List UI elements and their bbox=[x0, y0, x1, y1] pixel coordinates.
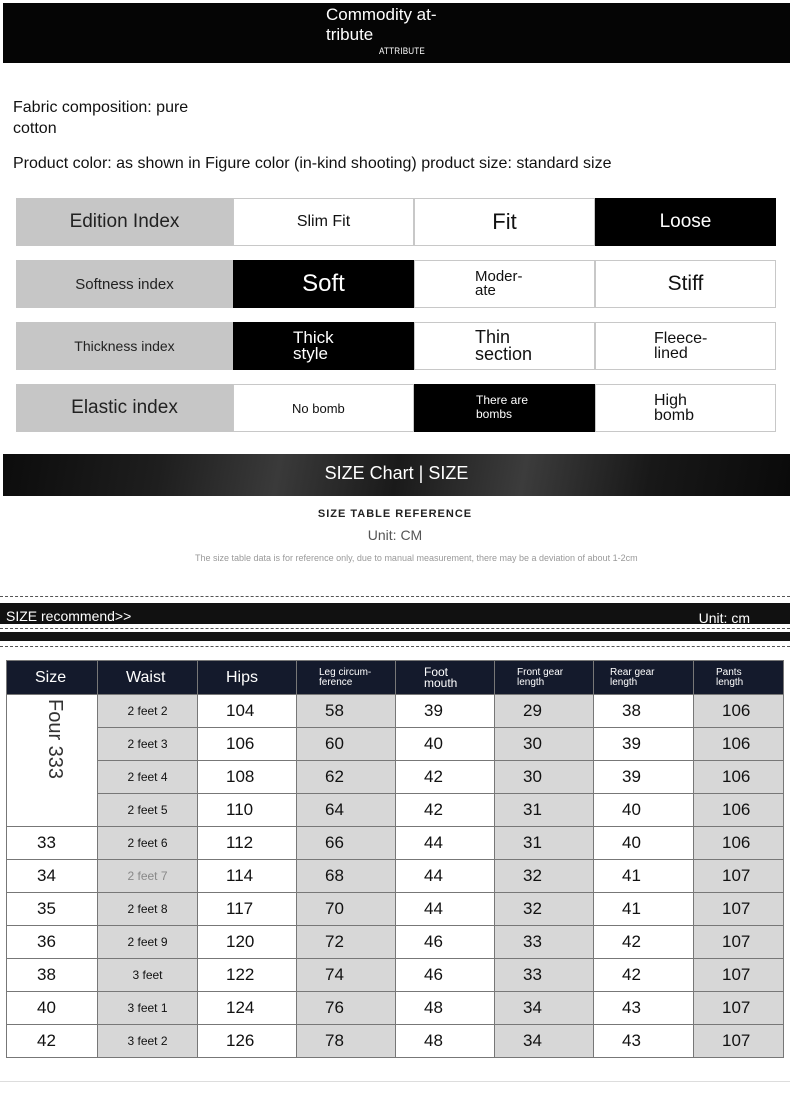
front-cell: 32 bbox=[495, 893, 594, 926]
hips-cell: 124 bbox=[198, 992, 297, 1025]
length-cell: 106 bbox=[694, 728, 784, 761]
table-row bbox=[7, 794, 784, 827]
column-header-size: Size bbox=[7, 661, 98, 695]
waist-cell: 2 feet 7 bbox=[98, 860, 198, 893]
attribute-option: Fleece- lined bbox=[595, 322, 776, 370]
column-header-rear: Rear gear length bbox=[594, 661, 694, 695]
foot-cell: 44 bbox=[396, 893, 495, 926]
foot-cell: 48 bbox=[396, 992, 495, 1025]
front-cell: 30 bbox=[495, 761, 594, 794]
rear-cell: 40 bbox=[594, 827, 694, 860]
divider bbox=[0, 646, 790, 647]
table-row bbox=[7, 695, 784, 728]
attribute-header-subtitle: ATTRIBUTE bbox=[379, 46, 426, 56]
foot-cell: 40 bbox=[396, 728, 495, 761]
unit-label: Unit: CM bbox=[367, 527, 423, 543]
rear-cell: 39 bbox=[594, 761, 694, 794]
attribute-option: Slim Fit bbox=[233, 198, 414, 246]
hips-cell: 126 bbox=[198, 1025, 297, 1058]
attribute-label: Edition Index bbox=[16, 198, 233, 246]
length-cell: 107 bbox=[694, 959, 784, 992]
size-table-reference-title: SIZE TABLE REFERENCE bbox=[317, 508, 473, 520]
attribute-option: Thin section bbox=[414, 322, 595, 370]
attribute-header-bar bbox=[3, 3, 790, 63]
fabric-composition: Fabric composition: pure cotton bbox=[13, 99, 189, 137]
front-cell: 33 bbox=[495, 926, 594, 959]
waist-cell: 2 feet 2 bbox=[98, 695, 198, 728]
rear-cell: 40 bbox=[594, 794, 694, 827]
foot-cell: 39 bbox=[396, 695, 495, 728]
leg-cell: 58 bbox=[297, 695, 396, 728]
hips-cell: 112 bbox=[198, 827, 297, 860]
attribute-label: Softness index bbox=[16, 260, 233, 308]
disclaimer-note: The size table data is for reference only, due to manual measurement, there may be a deviation of about 1-2cm bbox=[195, 553, 638, 563]
divider bbox=[0, 1081, 790, 1082]
hips-cell: 122 bbox=[198, 959, 297, 992]
leg-cell: 66 bbox=[297, 827, 396, 860]
column-header-waist: Waist bbox=[98, 661, 198, 695]
length-cell: 106 bbox=[694, 827, 784, 860]
leg-cell: 76 bbox=[297, 992, 396, 1025]
size-chart-title: SIZE Chart | SIZE bbox=[324, 463, 469, 483]
leg-cell: 72 bbox=[297, 926, 396, 959]
waist-cell: 2 feet 6 bbox=[98, 827, 198, 860]
foot-cell: 44 bbox=[396, 827, 495, 860]
length-cell: 106 bbox=[694, 695, 784, 728]
size-cell: 34 bbox=[7, 860, 98, 893]
table-row bbox=[7, 728, 784, 761]
recommend-band-lower bbox=[0, 632, 790, 641]
table-row bbox=[7, 827, 784, 860]
waist-cell: 3 feet 1 bbox=[98, 992, 198, 1025]
leg-cell: 68 bbox=[297, 860, 396, 893]
divider bbox=[0, 628, 790, 629]
column-header-foot: Foot mouth bbox=[396, 661, 495, 695]
table-header-row bbox=[7, 661, 784, 695]
leg-cell: 64 bbox=[297, 794, 396, 827]
rear-cell: 41 bbox=[594, 893, 694, 926]
foot-cell: 46 bbox=[396, 959, 495, 992]
attribute-row-softness bbox=[16, 260, 776, 308]
length-cell: 106 bbox=[694, 761, 784, 794]
leg-cell: 74 bbox=[297, 959, 396, 992]
hips-cell: 106 bbox=[198, 728, 297, 761]
waist-cell: 2 feet 4 bbox=[98, 761, 198, 794]
hips-cell: 120 bbox=[198, 926, 297, 959]
attribute-option: Stiff bbox=[595, 260, 776, 308]
front-cell: 34 bbox=[495, 1025, 594, 1058]
table-row bbox=[7, 761, 784, 794]
size-recommend-label: SIZE recommend>> bbox=[6, 608, 132, 624]
front-cell: 31 bbox=[495, 794, 594, 827]
size-cell: 38 bbox=[7, 959, 98, 992]
leg-cell: 70 bbox=[297, 893, 396, 926]
product-color-line: Product color: as shown in Figure color (in-kind shooting) product size: standard size bbox=[13, 155, 612, 172]
attribute-label: Elastic index bbox=[16, 384, 233, 432]
foot-cell: 44 bbox=[396, 860, 495, 893]
waist-cell: 2 feet 8 bbox=[98, 893, 198, 926]
rear-cell: 42 bbox=[594, 959, 694, 992]
length-cell: 107 bbox=[694, 1025, 784, 1058]
rear-cell: 42 bbox=[594, 926, 694, 959]
size-cell-merged bbox=[7, 695, 98, 827]
leg-cell: 60 bbox=[297, 728, 396, 761]
divider bbox=[0, 596, 790, 597]
table-row bbox=[7, 860, 784, 893]
rear-cell: 39 bbox=[594, 728, 694, 761]
size-cell: 42 bbox=[7, 1025, 98, 1058]
hips-cell: 117 bbox=[198, 893, 297, 926]
length-cell: 107 bbox=[694, 860, 784, 893]
table-row bbox=[7, 959, 784, 992]
front-cell: 30 bbox=[495, 728, 594, 761]
table-row bbox=[7, 992, 784, 1025]
size-recommend-bar bbox=[0, 592, 790, 650]
hips-cell: 114 bbox=[198, 860, 297, 893]
attribute-option-active: There are bombs bbox=[414, 384, 595, 432]
size-cell: 36 bbox=[7, 926, 98, 959]
size-cell: 40 bbox=[7, 992, 98, 1025]
waist-cell: 2 feet 9 bbox=[98, 926, 198, 959]
foot-cell: 42 bbox=[396, 794, 495, 827]
waist-cell: 3 feet 2 bbox=[98, 1025, 198, 1058]
waist-cell: 2 feet 3 bbox=[98, 728, 198, 761]
unit-cm-label: Unit: cm bbox=[698, 610, 750, 626]
column-header-pants: Pants length bbox=[694, 661, 784, 695]
length-cell: 107 bbox=[694, 992, 784, 1025]
waist-cell: 2 feet 5 bbox=[98, 794, 198, 827]
rear-cell: 43 bbox=[594, 1025, 694, 1058]
front-cell: 33 bbox=[495, 959, 594, 992]
rear-cell: 41 bbox=[594, 860, 694, 893]
table-row bbox=[7, 1025, 784, 1058]
size-table bbox=[6, 660, 784, 1058]
attribute-header-title: Commodity at- tribute bbox=[326, 5, 437, 44]
rear-cell: 38 bbox=[594, 695, 694, 728]
attribute-option: No bomb bbox=[233, 384, 414, 432]
hips-cell: 108 bbox=[198, 761, 297, 794]
size-cell: 33 bbox=[7, 827, 98, 860]
attribute-option-active: Thick style bbox=[233, 322, 414, 370]
column-header-front: Front gear length bbox=[495, 661, 594, 695]
rear-cell: 43 bbox=[594, 992, 694, 1025]
hips-cell: 110 bbox=[198, 794, 297, 827]
attribute-label: Thickness index bbox=[16, 322, 233, 370]
attribute-row-thickness bbox=[16, 322, 776, 370]
attribute-option: High bomb bbox=[595, 384, 776, 432]
length-cell: 107 bbox=[694, 926, 784, 959]
table-row bbox=[7, 926, 784, 959]
waist-cell: 3 feet bbox=[98, 959, 198, 992]
foot-cell: 48 bbox=[396, 1025, 495, 1058]
leg-cell: 62 bbox=[297, 761, 396, 794]
front-cell: 31 bbox=[495, 827, 594, 860]
column-header-leg: Leg circum- ference bbox=[297, 661, 396, 695]
merged-size-label: Four 333 bbox=[44, 699, 66, 780]
attribute-row-elastic bbox=[16, 384, 776, 432]
size-chart-bar bbox=[3, 454, 790, 496]
size-cell: 35 bbox=[7, 893, 98, 926]
attribute-option-active: Soft bbox=[233, 260, 414, 308]
foot-cell: 46 bbox=[396, 926, 495, 959]
front-cell: 32 bbox=[495, 860, 594, 893]
leg-cell: 78 bbox=[297, 1025, 396, 1058]
front-cell: 29 bbox=[495, 695, 594, 728]
attribute-option: Fit bbox=[414, 198, 595, 246]
attribute-option-active: Loose bbox=[595, 198, 776, 246]
table-row bbox=[7, 893, 784, 926]
length-cell: 107 bbox=[694, 893, 784, 926]
attribute-option: Moder- ate bbox=[414, 260, 595, 308]
attribute-row-edition bbox=[16, 198, 776, 246]
length-cell: 106 bbox=[694, 794, 784, 827]
column-header-hips: Hips bbox=[198, 661, 297, 695]
front-cell: 34 bbox=[495, 992, 594, 1025]
hips-cell: 104 bbox=[198, 695, 297, 728]
foot-cell: 42 bbox=[396, 761, 495, 794]
